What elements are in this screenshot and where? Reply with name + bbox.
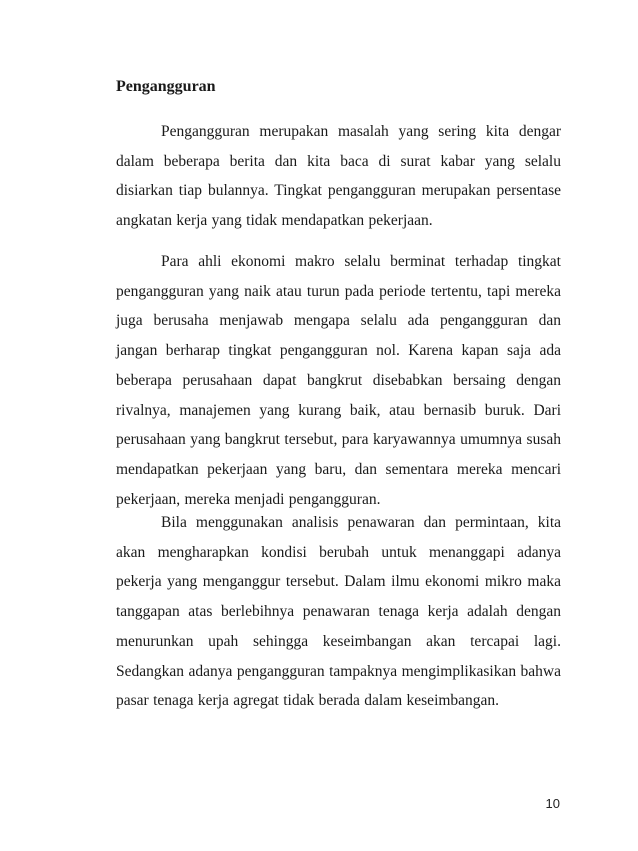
paragraph-1: Pengangguran merupakan masalah yang sering kita dengar dalam beberapa berita dan kita baca di surat kabar yang selalu disiarkan tiap bulannya. Tingkat pengangguran merupakan persentase angkatan kerja yang tidak mendapatkan pekerjaan. [116, 123, 561, 230]
page-number: 10 [545, 796, 560, 811]
paragraph-2: Para ahli ekonomi makro selalu berminat terhadap tingkat pengangguran yang naik atau turun pada periode tertentu, tapi mereka juga berusaha menjawab mengapa selalu ada pengangguran dan jangan berharap tingkat pengangguran nol. Karena kapan saja ada beberapa perusahaan dapat bangkrut disebabkan bersaing dengan rivalnya, manajemen yang kurang baik, atau bernasib buruk. Dari perusahaan yang bangkrut tersebut, para karyawannya umumnya susah mendapatkan pekerjaan yang baru, dan sementara mereka mencari pekerjaan, mereka menjadi pengangguran. [116, 253, 561, 508]
section-heading: Pengangguran [116, 78, 216, 95]
paragraph-3: Bila menggunakan analisis penawaran dan permintaan, kita akan mengharapkan kondisi berubah untuk menanggapi adanya pekerja yang menganggur tersebut. Dalam ilmu ekonomi mikro maka tanggapan atas berlebihnya penawaran tenaga kerja adalah dengan menurunkan upah sehingga keseimbangan akan tercapai lagi. Sedangkan adanya pengangguran tampaknya mengimplikasikan bahwa pasar tenaga kerja agregat tidak berada dalam keseimbangan. [116, 514, 561, 710]
